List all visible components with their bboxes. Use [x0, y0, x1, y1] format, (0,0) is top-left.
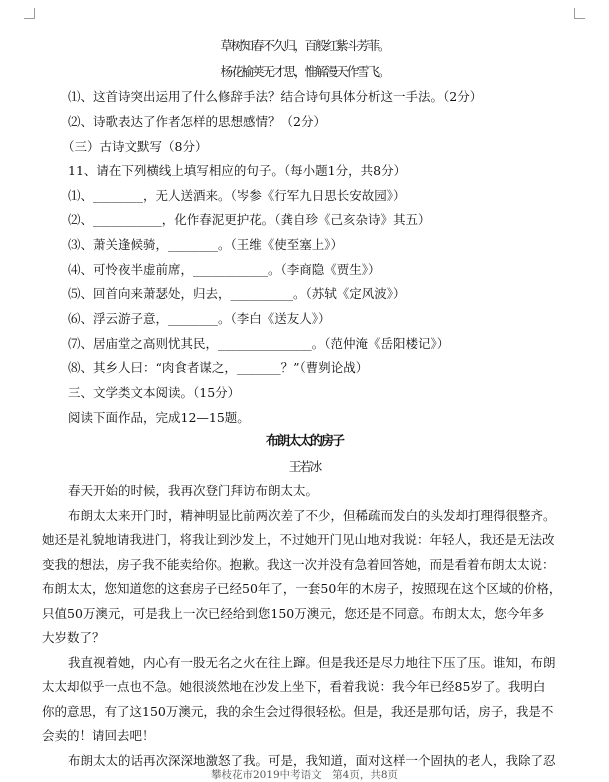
story-title: 布朗太太的房子: [265, 434, 343, 449]
story-line-12: 布朗太太的话再次深深地激怒了我。可是，我知道，面对这样一个固执的老人，我除了忍: [68, 753, 556, 768]
page-corner-mark-right: [574, 8, 585, 19]
story-line-9: 太太却似乎一点也不急。她很淡然地在沙发上坐下，看着我说：我今年已经85岁了。我明白: [42, 679, 546, 694]
story-line-5: 布朗太太，您知道您的这套房子已经50年了，一套50年的木房子，按照现在这个区域的价格，: [42, 581, 562, 596]
story-line-11: 会卖的！请回去吧！: [42, 728, 155, 743]
part-heading-literary-reading: 三、文学类文本阅读。（15分）: [68, 385, 241, 400]
fill-item-2: ⑵、___________，化作春泥更护花。（龚自珍《己亥杂诗》其五）: [68, 212, 431, 227]
reading-instruction: 阅读下面作品，完成12—15题。: [68, 410, 250, 425]
story-line-10: 你的意思，有了这150万澳元，我的余生会过得很轻松。但是，我还是那句话，房子，我是不: [42, 704, 554, 719]
story-line-7: 大岁数了？: [42, 630, 105, 645]
story-line-6: 只值50万澳元，可是我上一次已经给到您150万澳元，您还是不同意。布朗太太，您今年多: [42, 606, 545, 621]
story-author: 王若冰: [288, 459, 321, 474]
story-line-8: 我直视着她，内心有一股无名之火在往上蹿。但是我还是尽力地往下压了压。谁知，布朗: [68, 655, 556, 670]
story-line-2: 布朗太太来开门时，精神明显比前两次差了不少，但稀疏而发白的头发却打理得很整齐。: [68, 508, 556, 523]
poem-question-1: ⑴、这首诗突出运用了什么修辞手法？结合诗句具体分析这一手法。（2分）: [68, 89, 483, 104]
fill-item-4: ⑷、可怜夜半虚前席，____________。（李商隐《贾生》）: [68, 262, 381, 277]
question-11-prompt: 11、请在下列横线上填写相应的句子。（每小题1分，共8分）: [68, 163, 407, 178]
fill-item-1: ⑴、________，无人送酒来。（岑参《行军九日思长安故园》）: [68, 188, 406, 203]
page-corner-mark-left: [24, 8, 35, 19]
story-line-1: 春天开始的时候，我再次登门拜访布朗太太。: [68, 483, 319, 498]
story-line-3: 她还是礼貌地请我进门，将我让到沙发上，不过她开门见山地对我说：年轻人，我还是无法改: [42, 532, 555, 547]
poem-question-2: ⑵、诗歌表达了作者怎样的思想感情？（2分）: [68, 114, 326, 129]
page-footer: 攀枝花市2019中考语文 第4页，共8页: [210, 769, 399, 781]
fill-item-7: ⑺、居庙堂之高则忧其民，_______________。（范仲淹《岳阳楼记》）: [68, 336, 450, 351]
fill-item-3: ⑶、萧关逢候骑，________。（王维《使至塞上》）: [68, 237, 344, 252]
poem-line-3: 草树知春不久归，百般红紫斗芳菲。: [220, 38, 389, 53]
fill-item-6: ⑹、浮云游子意，________。（李白《送友人》）: [68, 311, 331, 326]
fill-item-8: ⑻、其乡人曰：“肉食者谋之，_______？”（曹刿论战）: [68, 360, 369, 375]
poem-line-4: 杨花榆荚无才思，惟解漫天作雪飞。: [220, 64, 389, 79]
fill-item-5: ⑸、回首向来萧瑟处，归去，__________。（苏轼《定风波》）: [68, 286, 406, 301]
section-heading-recitation: （三）古诗文默写（8分）: [62, 139, 208, 154]
story-line-4: 变我的想法，房子我不能卖给你。抱歉。我这一次并没有急着回答她，而是看着布朗太太说：: [42, 557, 555, 572]
